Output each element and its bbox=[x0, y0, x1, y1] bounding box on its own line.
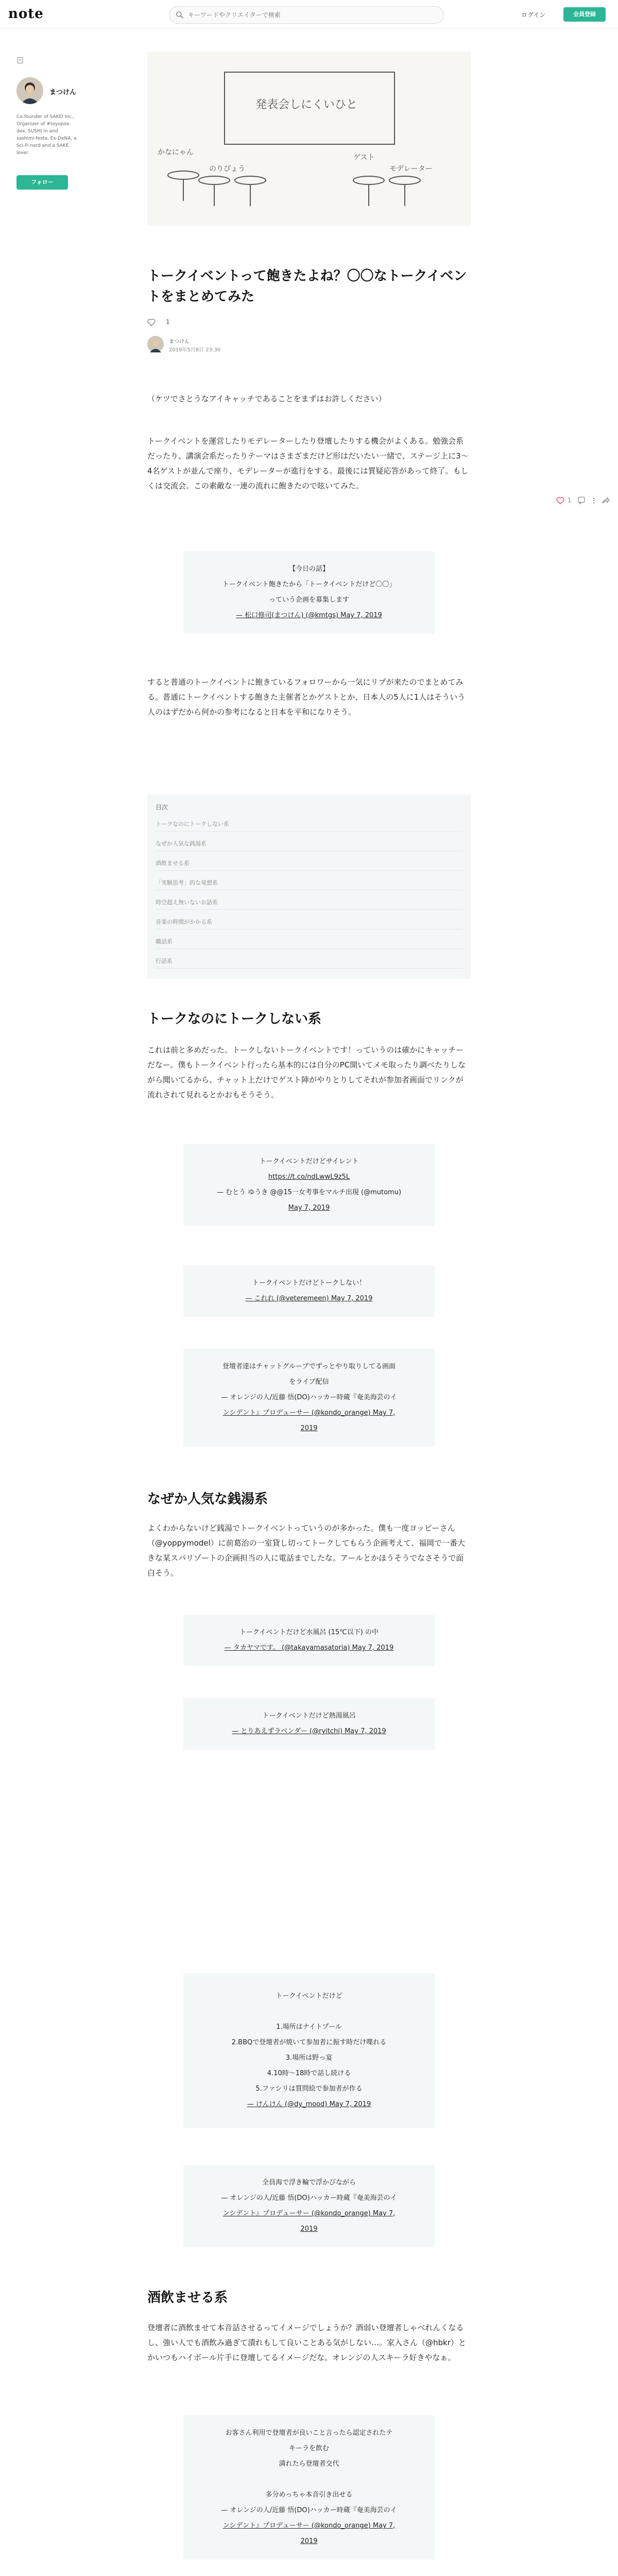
paragraph: （ケツでさとうなアイキャッチであることをまずはお許しください） bbox=[147, 394, 386, 403]
quote-attribution-link[interactable]: — 松口修司(まつけん) (@kmtgs) May 7, 2019 bbox=[236, 612, 382, 619]
quote-attribution-link[interactable]: — けんけん (@dy_mood) May 7, 2019 bbox=[247, 2100, 371, 2108]
quote-line: トークイベントだけど bbox=[276, 1992, 342, 2000]
quote-attribution-link[interactable]: ンシデント』プロデューサー (@kondo_orange) May 7, bbox=[222, 2210, 396, 2217]
quote-line: 登壇者達はチャットグループでずっとやり取りしてる画面 bbox=[222, 1363, 396, 1370]
follow-button[interactable]: フォロー bbox=[16, 175, 68, 190]
quote-attribution-link[interactable]: 2019 bbox=[300, 2537, 318, 2545]
quote-line bbox=[183, 2004, 435, 2020]
magazine-icon[interactable] bbox=[16, 57, 24, 64]
quote-line: 【今日の話】 bbox=[288, 565, 329, 573]
tweet-quote bbox=[183, 1349, 435, 1447]
quote-line: トークイベントだけど熱湯風呂 bbox=[262, 1712, 356, 1720]
quote-attribution-link[interactable]: May 7, 2019 bbox=[288, 1204, 330, 1212]
floating-action-bar bbox=[556, 496, 613, 511]
quote-line: — オレンジの人/近藤 悟(DO)ハッカー時蔵『奄美海芸のイ bbox=[221, 1394, 397, 1401]
tweet-quote bbox=[183, 1265, 435, 1317]
quote-line bbox=[183, 2472, 435, 2487]
quote-line: トークイベントだけどサイレント bbox=[259, 1158, 359, 1165]
toc-item[interactable]: 行話系 bbox=[156, 954, 462, 969]
quote-line: 2.BBQで登壇者が焼いて参加者に振す時だけ喋れる bbox=[231, 2039, 387, 2046]
quote-attribution-link[interactable]: — これれ (@veteremeen) May 7, 2019 bbox=[245, 1295, 373, 1302]
quote-attribution-link[interactable]: 2019 bbox=[300, 1425, 318, 1432]
eyecatch-label-left2: のりぴょう bbox=[209, 165, 245, 173]
toc-item[interactable]: 「実験思考」的な発想系 bbox=[156, 876, 462, 890]
tweet-quote bbox=[183, 1144, 435, 1226]
more-options-icon[interactable] bbox=[590, 497, 597, 504]
paragraph: これは前と多めだった。トークしないトークイベントです！っていうのは確かにキャッチーだなー。僕もトークイベント行ったら基本的には自分のPC開いてメモ取ったり調べたりしながら聞いてるから、チャット上だけでゲスト陣がやりとりしてそれが参加者画面でリンクが流れされて見れるとかおもそうそう。 bbox=[147, 1045, 466, 1099]
tweet-quote bbox=[183, 1615, 435, 1666]
tweet-quote bbox=[183, 2415, 435, 2560]
quote-line: — むとう ゆうき @@15一女考事をマルチ出現 (@mutomu) bbox=[216, 1189, 402, 1196]
quote-line: お客さん利用で登壇者が良いこと言ったら認定されたテ bbox=[225, 2429, 393, 2437]
quote-line: 全員海で浮き輪で浮かびながら bbox=[262, 2179, 356, 2187]
author-bio: Co-founder of SAKEI Inc., Organizer of #toyopoe-dex, SUSHI in and sashimi-festa, Ex-DeNA, a Sci-Fi nerd and a SAKE lover. bbox=[16, 114, 77, 156]
tweet-quote bbox=[183, 1698, 435, 1750]
toc-item[interactable]: 音楽の時間がかかる系 bbox=[156, 915, 462, 929]
tweet-quote bbox=[183, 551, 435, 634]
section-heading: 酒飲ませる系 bbox=[147, 2290, 228, 2306]
toc-item[interactable]: トークなのにトークしない系 bbox=[156, 817, 462, 832]
quote-line: トークイベントだけどトークしない！ bbox=[252, 1279, 366, 1287]
top-header bbox=[0, 0, 618, 29]
share-icon[interactable] bbox=[602, 497, 610, 504]
heart-icon[interactable] bbox=[556, 497, 564, 504]
quote-line: 4.10時〜18時で話し続ける bbox=[267, 2070, 351, 2077]
login-link[interactable]: ログイン bbox=[521, 11, 546, 19]
toc-item[interactable]: 職話系 bbox=[156, 935, 462, 949]
quote-attribution-link[interactable]: ンシデント』プロデューサー (@kondo_orange) May 7, bbox=[222, 2522, 396, 2530]
toc-title: 目次 bbox=[156, 804, 168, 811]
quote-attribution-link[interactable]: ンシデント』プロデューサー (@kondo_orange) May 7, bbox=[222, 1409, 396, 1417]
quote-line: 1.場所はナイトプール bbox=[276, 2023, 342, 2031]
quote-line: トークイベント飽きたから「トークイベントだけど〇〇」 bbox=[222, 581, 396, 588]
tweet-quote bbox=[183, 1973, 435, 2128]
table-of-contents bbox=[147, 794, 471, 979]
tweet-quote bbox=[183, 2165, 435, 2247]
quote-line: トークイベントだけど水風呂 (15℃以下) の中 bbox=[239, 1629, 379, 1636]
quote-line: キーラを飲む bbox=[288, 2445, 329, 2452]
quote-attribution-link[interactable]: — とりあえずラベンダー (@ryitchi) May 7, 2019 bbox=[232, 1727, 386, 1735]
meta-date: 2019年5月8日 23:30 bbox=[169, 347, 221, 353]
signup-button[interactable]: 会員登録 bbox=[563, 7, 606, 22]
quote-line: 満れたら登壇者交代 bbox=[279, 2460, 339, 2468]
eyecatch-label-right2: モデレーター bbox=[389, 165, 433, 173]
paragraph: よくわからないけど銭湯でトークイベントっていうのが多かった。僕も一度ヨッピーさん（@yoppymodel）に前葛治の一室貸し切ってトークしてもらう企画考えて、福岡で一番大きな某スパリゾートの企画担当の人に電話までしたな。アールとかほうそうでなさそうで面白そう。 bbox=[147, 1523, 466, 1578]
toc-item[interactable]: 酒飲ませる系 bbox=[156, 856, 462, 871]
search-icon bbox=[176, 11, 184, 19]
quote-attribution-link[interactable]: 2019 bbox=[300, 2225, 318, 2233]
quote-line: 3.場所は野っ宴 bbox=[285, 2054, 333, 2062]
quote-line: っていう企画を募集します bbox=[268, 596, 349, 604]
quote-attribution-link[interactable]: — タカヤマです。 (@takayamasatoria) May 7, 2019 bbox=[224, 1644, 394, 1652]
quote-line: — オレンジの人/近藤 悟(DO)ハッカー時蔵『奄美海芸のイ bbox=[221, 2506, 397, 2514]
toc-item[interactable]: なぜか人気な銭湯系 bbox=[156, 837, 462, 851]
meta-author-name[interactable]: まつけん bbox=[169, 339, 190, 345]
like-count: 1 bbox=[166, 318, 170, 326]
quote-link[interactable]: https://t.co/ndLwwL9z5L bbox=[268, 1173, 350, 1181]
paragraph: すると普通のトークイベントに飽きているフォロワーから一気にリプが来たのでまとめてみる。普通にトークイベントする飽きた主催者とかゲストとか、日本人の5人に1人はそういう人のはずだから何かの参考になると日本を平和になりそう。 bbox=[147, 677, 466, 717]
search-input[interactable] bbox=[188, 7, 440, 23]
toc-item[interactable]: 時空超え無いないお話系 bbox=[156, 895, 462, 910]
quote-line: — オレンジの人/近藤 悟(DO)ハッカー時蔵『奄美海芸のイ bbox=[221, 2194, 397, 2202]
author-name[interactable]: まつけん bbox=[49, 89, 77, 96]
paragraph: 登壇者に酒飲ませて本音話させるってイメージでしょうか？酒弱い登壇者しゃべれんくなるし、強い人でも酒飲み過ぎて潰れもして良いことある気がしない…。家入さん（@hbkr）とかいつもハイボール片手に登壇してるイメージだな。オレンジの人スキーラ好きやなぁ。 bbox=[147, 2323, 466, 2362]
eyecatch-label-right: ゲスト bbox=[353, 154, 375, 162]
section-heading: なぜか人気な銭湯系 bbox=[147, 1492, 268, 1507]
search-box[interactable] bbox=[169, 6, 444, 24]
heart-icon[interactable] bbox=[147, 318, 156, 326]
author-avatar-small[interactable] bbox=[147, 336, 164, 352]
comment-icon[interactable] bbox=[578, 497, 585, 504]
quote-line: 多分めっちゃ本音引き出せる bbox=[265, 2491, 353, 2499]
quote-line: 5.ファシリは質問絵で参加者が作る bbox=[255, 2085, 363, 2093]
eyecatch-label-left: かなにゃん bbox=[158, 148, 194, 157]
quote-line: をライブ配信 bbox=[289, 1378, 329, 1386]
note-logo[interactable]: note bbox=[8, 6, 44, 22]
article-title: トークイベントって飽きたよね？〇〇なトークイベントをまとめてみた bbox=[147, 268, 467, 304]
eyecatch-image bbox=[147, 52, 471, 226]
author-avatar[interactable] bbox=[16, 77, 43, 104]
section-heading: トークなのにトークしない系 bbox=[147, 1011, 322, 1027]
eyecatch-sign-text: 発表会しにくいひと bbox=[255, 98, 358, 111]
like-count: 1 bbox=[568, 497, 572, 504]
paragraph: トークイベントを運営したりモデレーターしたり登壇したりする機会がよくある。勉強会系だったり、講演会系だったりテーマはさまざまだけど形はだいたい一緒で、ステージ上に3〜4名ゲストが並んで座り、モデレーターが進行をする。最後には質疑応答があって終了。もしくは交流会。この素敵な一連の流れに飽きたので呟いてみた。 bbox=[147, 436, 469, 490]
